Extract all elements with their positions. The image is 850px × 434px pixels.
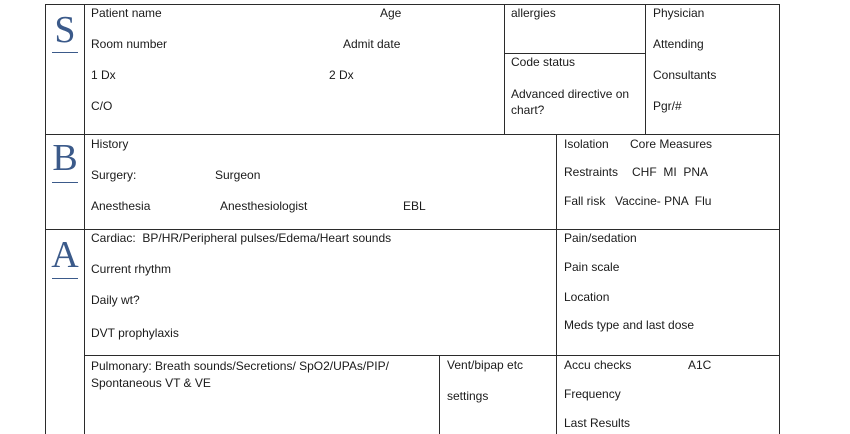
divider-b-a <box>45 229 780 230</box>
surgeon-label: Surgeon <box>215 168 261 182</box>
cardiac-label: Cardiac: BP/HR/Peripheral pulses/Edema/Heart sounds <box>91 231 392 245</box>
dx2-label: 2 Dx <box>329 68 354 82</box>
divider-code-status <box>504 53 645 54</box>
location-label: Location <box>564 290 610 304</box>
current-rhythm-label: Current rhythm <box>91 262 172 276</box>
fall-risk-label: Fall risk <box>564 194 606 208</box>
room-number-label: Room number <box>91 37 168 51</box>
pgr-label: Pgr/# <box>653 99 682 113</box>
core-measures-label: Core Measures <box>630 137 713 151</box>
age-label: Age <box>380 6 402 20</box>
s-divider-allergies <box>504 4 505 134</box>
letter-s-underline <box>52 52 78 53</box>
a1c-label: A1C <box>688 358 712 372</box>
letter-column-divider <box>84 4 85 434</box>
history-label: History <box>91 137 129 151</box>
patient-name-label: Patient name <box>91 6 162 20</box>
divider-s-b <box>45 134 780 135</box>
code-status-label: Code status <box>511 55 576 69</box>
letter-a-underline <box>52 278 78 279</box>
pain-sedation-label: Pain/sedation <box>564 231 637 245</box>
pain-scale-label: Pain scale <box>564 260 620 274</box>
physician-label: Physician <box>653 6 705 20</box>
border-left <box>45 4 46 434</box>
section-letter-s: S <box>54 9 76 51</box>
accu-checks-label: Accu checks <box>564 358 632 372</box>
section-letter-a: A <box>51 234 79 276</box>
border-right <box>779 4 780 434</box>
daily-wt-label: Daily wt? <box>91 293 140 307</box>
s-divider-physician <box>645 4 646 134</box>
ebl-label: EBL <box>403 199 426 213</box>
divider-a-p <box>84 355 780 356</box>
restraints-label: Restraints <box>564 165 619 179</box>
vaccine-label: Vaccine- PNA Flu <box>615 194 712 208</box>
anesthesiologist-label: Anesthesiologist <box>220 199 308 213</box>
vent-label: Vent/bipap etc <box>447 358 524 372</box>
isolation-label: Isolation <box>564 137 609 151</box>
meds-label: Meds type and last dose <box>564 318 695 332</box>
anesthesia-label: Anesthesia <box>91 199 151 213</box>
surgery-label: Surgery: <box>91 168 137 182</box>
consultants-label: Consultants <box>653 68 717 82</box>
allergies-label: allergies <box>511 6 556 20</box>
frequency-label: Frequency <box>564 387 621 401</box>
co-label: C/O <box>91 99 113 113</box>
advanced-directive-label: Advanced directive on chart? <box>511 87 630 117</box>
border-top <box>45 4 780 5</box>
last-results-label: Last Results <box>564 416 631 430</box>
dx1-label: 1 Dx <box>91 68 116 82</box>
dvt-label: DVT prophylaxis <box>91 326 179 340</box>
settings-label: settings <box>447 389 489 403</box>
p-divider-vent <box>439 355 440 434</box>
admit-date-label: Admit date <box>343 37 401 51</box>
attending-label: Attending <box>653 37 704 51</box>
chf-mi-pna-label: CHF MI PNA <box>632 165 709 179</box>
section-letter-b: B <box>52 137 78 179</box>
letter-b-underline <box>52 182 78 183</box>
b-divider-right <box>556 134 557 434</box>
pulmonary-label: Pulmonary: Breath sounds/Secretions/ SpO2/UPAs/PIP/ Spontaneous VT & VE <box>91 359 389 390</box>
